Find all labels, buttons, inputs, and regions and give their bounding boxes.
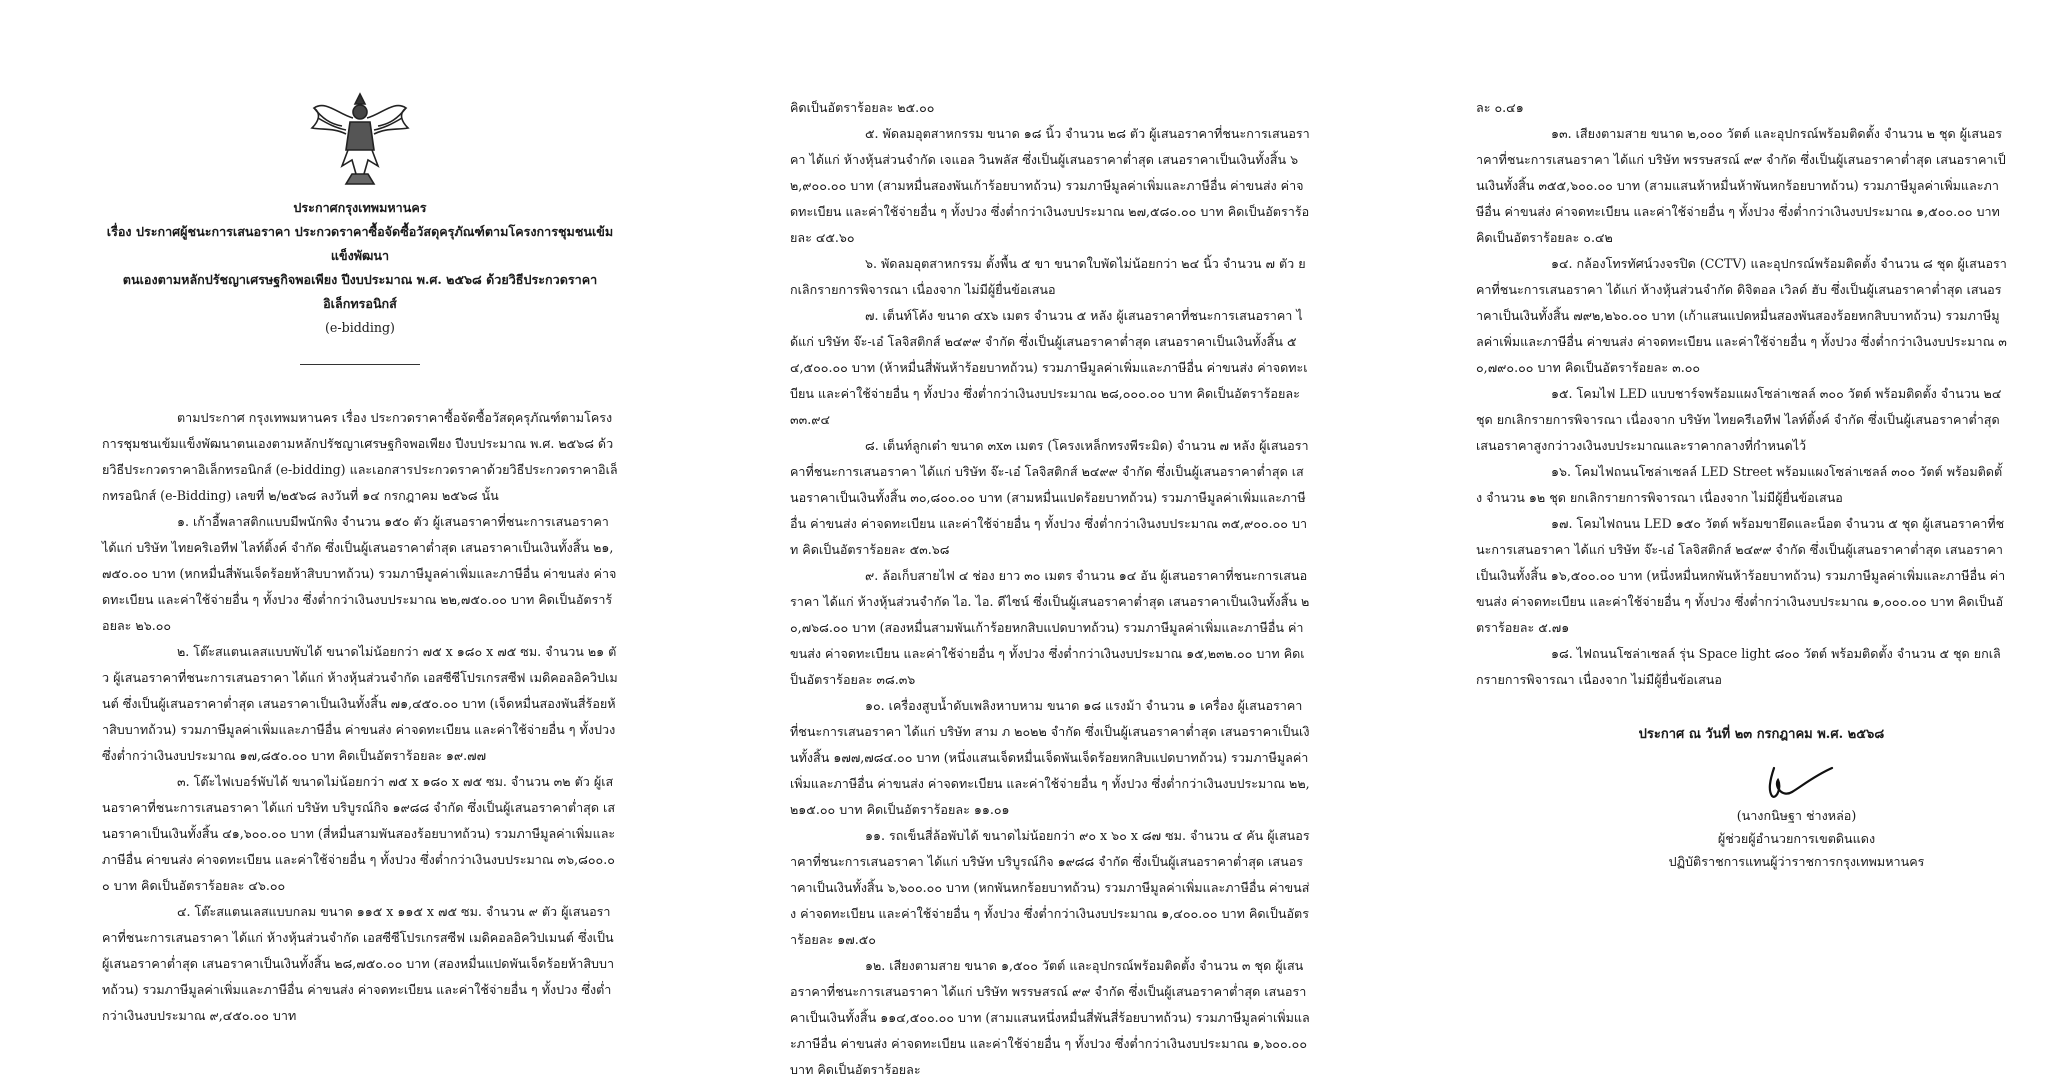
award-item: ๑. เก้าอี้พลาสติกแบบมีพนักพิง จำนวน ๑๕๐ ตัว ผู้เสนอราคาที่ชนะการเสนอราคา ได้แก่ บริษัท ไทยคริเอทีฟ ไลท์ติ้งค์ จำกัด ซึ่งเป็นผู้เสนอราคาต่ำสุด เสนอราคาเป็นเงินทั้งสิ้น ๒๑,๗๕๐.๐๐ บาท (หกหมื่นสี่พันเจ็ดร้อยห้าสิบบาทถ้วน) รวมภาษีมูลค่าเพิ่มและภาษีอื่น ค่าขนส่ง ค่าจดทะเบียน และค่าใช้จ่ายอื่น ๆ ทั้งปวง ซึ่งต่ำกว่าเงินงบประมาณ ๒๒,๗๕๐.๐๐ บาท คิดเป็นอัตราร้อยละ ๒๖.๐๐ bbox=[102, 514, 617, 633]
announcement-date: ประกาศ ณ วันที่ ๒๓ กรกฎาคม พ.ศ. ๒๕๖๘ bbox=[1638, 727, 1885, 742]
signatory-position: ปฏิบัติราชการแทนผู้ว่าราชการกรุงเทพมหานคร bbox=[1668, 854, 1925, 869]
award-item: ๑๐. เครื่องสูบน้ำดับเพลิงหาบหาม ขนาด ๑๘ แรงม้า จำนวน ๑ เครื่อง ผู้เสนอราคาที่ชนะการเสนอราคา ได้แก่ บริษัท สาม ภ ๒๐๒๒ จำกัด ซึ่งเป็นผู้เสนอราคาต่ำสุด เสนอราคาเป็นเงินทั้งสิ้น ๑๗๗,๗๘๔.๐๐ บาท (หนึ่งแสนเจ็ดหมื่นเจ็ดพันเจ็ดร้อยหกสิบแปดบาทถ้วน) รวมภาษีมูลค่าเพิ่มและภาษีอื่น ค่าขนส่ง ค่าจดทะเบียน และค่าใช้จ่ายอื่น ๆ ทั้งปวง ซึ่งต่ำกว่าเงินงบประมาณ ๒๒,๒๑๕.๐๐ บาท คิดเป็นอัตราร้อยละ ๑๑.๐๑ bbox=[790, 698, 1310, 817]
award-item: ๘. เต็นท์ลูกเต๋า ขนาด ๓x๓ เมตร (โครงเหล็กทรงพีระมิด) จำนวน ๗ หลัง ผู้เสนอราคาที่ชนะการเสนอราคา ได้แก่ บริษัท จ๊ะ-เอ๋ โลจิสติกส์ ๒๔๙๙ จำกัด ซึ่งเป็นผู้เสนอราคาต่ำสุด เสนอราคาเป็นเงินทั้งสิ้น ๓๐,๘๐๐.๐๐ บาท (สามหมื่นแปดร้อยบาทถ้วน) รวมภาษีมูลค่าเพิ่มและภาษีอื่น ค่าขนส่ง ค่าจดทะเบียน และค่าใช้จ่ายอื่น ๆ ทั้งปวง ซึ่งต่ำกว่าเงินงบประมาณ ๓๕,๙๐๐.๐๐ บาท คิดเป็นอัตราร้อยละ ๕๓.๖๘ bbox=[790, 438, 1309, 557]
award-item: ๑๘. ไฟถนนโซล่าเซลล์ รุ่น Space light ๘๐๐ วัตต์ พร้อมติดตั้ง จำนวน ๕ ชุด ยกเลิกรายการพิจารณา เนื่องจาก ไม่มีผู้ยื่นข้อเสนอ bbox=[1476, 646, 2001, 687]
signatory-name: (นางกนิษฐา ช่างหล่อ) bbox=[1736, 808, 1857, 823]
continuation-text: ละ ๐.๔๑ bbox=[1476, 100, 1524, 115]
award-item: ๑๕. โคมไฟ LED แบบชาร์จพร้อมแผงโซล่าเซลล์ ๓๐๐ วัตต์ พร้อมติดตั้ง จำนวน ๒๔ ชุด ยกเลิกรายการพิจารณา เนื่องจาก บริษัท ไทยครีเอทีฟ ไลท์ติ้งค์ จำกัด ซึ่งเป็นผู้เสนอราคาต่ำสุด เสนอราคาสูงกว่าวงเงินงบประมาณและราคากลางที่กำหนดไว้ bbox=[1476, 386, 2002, 453]
award-item: ๑๗. โคมไฟถนน LED ๑๕๐ วัตต์ พร้อมขายึดและน็อต จำนวน ๕ ชุด ผู้เสนอราคาที่ชนะการเสนอราคา ได้แก่ บริษัท จ๊ะ-เอ๋ โลจิสติกส์ ๒๔๙๙ จำกัด ซึ่งเป็นผู้เสนอราคาต่ำสุด เสนอราคาเป็นเงินทั้งสิ้น ๑๖,๕๐๐.๐๐ บาท (หนึ่งหมื่นหกพันห้าร้อยบาทถ้วน) รวมภาษีมูลค่าเพิ่มและภาษีอื่น ค่าขนส่ง ค่าจดทะเบียน และค่าใช้จ่ายอื่น ๆ ทั้งปวง ซึ่งต่ำกว่าเงินงบประมาณ ๑,๐๐๐.๐๐ บาท คิดเป็นอัตราร้อยละ ๕.๗๑ bbox=[1476, 516, 2006, 635]
award-item: ๑๓. เสียงตามสาย ขนาด ๒,๐๐๐ วัตต์ และอุปกรณ์พร้อมติดตั้ง จำนวน ๒ ชุด ผู้เสนอราคาที่ชนะการเสนอราคา ได้แก่ บริษัท พรรษสรณ์ ๙๙ จำกัด ซึ่งเป็นผู้เสนอราคาต่ำสุด เสนอราคาเป็นเงินทั้งสิ้น ๓๕๕,๖๐๐.๐๐ บาท (สามแสนห้าหมื่นห้าพันหกร้อยบาทถ้วน) รวมภาษีมูลค่าเพิ่มและภาษีอื่น ค่าขนส่ง ค่าจดทะเบียน และค่าใช้จ่ายอื่น ๆ ทั้งปวง ซึ่งต่ำกว่าเงินงบประมาณ ๑,๕๐๐.๐๐ บาท คิดเป็นอัตราร้อยละ ๐.๔๒ bbox=[1476, 126, 2006, 245]
award-item: ๑๒. เสียงตามสาย ขนาด ๑,๕๐๐ วัตต์ และอุปกรณ์พร้อมติดตั้ง จำนวน ๓ ชุด ผู้เสนอราคาที่ชนะการเสนอราคา ได้แก่ บริษัท พรรษสรณ์ ๙๙ จำกัด ซึ่งเป็นผู้เสนอราคาต่ำสุด เสนอราคาเป็นเงินทั้งสิ้น ๑๑๔,๕๐๐.๐๐ บาท (สามแสนหนึ่งหมื่นสี่พันสี่ร้อยบาทถ้วน) รวมภาษีมูลค่าเพิ่มและภาษีอื่น ค่าขนส่ง ค่าจดทะเบียน และค่าใช้จ่ายอื่น ๆ ทั้งปวง ซึ่งต่ำกว่าเงินงบประมาณ ๑,๖๐๐.๐๐ บาท คิดเป็นอัตราร้อยละ bbox=[790, 958, 1310, 1077]
garuda-emblem-icon bbox=[308, 88, 412, 188]
award-item: ๑๑. รถเข็นสี่ล้อพับได้ ขนาดไม่น้อยกว่า ๙๐ x ๖๐ x ๘๗ ซม. จำนวน ๔ คัน ผู้เสนอราคาที่ชนะการเสนอราคา ได้แก่ บริษัท บริบูรณ์กิจ ๑๙๘๘ จำกัด ซึ่งเป็นผู้เสนอราคาต่ำสุด เสนอราคาเป็นเงินทั้งสิ้น ๖,๖๐๐.๐๐ บาท (หกพันหกร้อยบาทถ้วน) รวมภาษีมูลค่าเพิ่มและภาษีอื่น ค่าขนส่ง ค่าจดทะเบียน และค่าใช้จ่ายอื่น ๆ ทั้งปวง ซึ่งต่ำกว่าเงินงบประมาณ ๑,๔๐๐.๐๐ บาท คิดเป็นอัตราร้อยละ ๑๗.๕๐ bbox=[790, 828, 1310, 947]
award-item: ๕. พัดลมอุตสาหกรรม ขนาด ๑๘ นิ้ว จำนวน ๒๘ ตัว ผู้เสนอราคาที่ชนะการเสนอราคา ได้แก่ ห้างหุ้นส่วนจำกัด เจแอล วินพลัส ซึ่งเป็นผู้เสนอราคาต่ำสุด เสนอราคาเป็นเงินทั้งสิ้น ๖๒,๙๐๐.๐๐ บาท (สามหมื่นสองพันเก้าร้อยบาทถ้วน) รวมภาษีมูลค่าเพิ่มและภาษีอื่น ค่าขนส่ง ค่าจดทะเบียน และค่าใช้จ่ายอื่น ๆ ทั้งปวง ซึ่งต่ำกว่าเงินงบประมาณ ๒๗,๕๘๐.๐๐ บาท คิดเป็นอัตราร้อยละ ๔๕.๖๐ bbox=[790, 126, 1310, 245]
award-item: ๒. โต๊ะสแตนเลสแบบพับได้ ขนาดไม่น้อยกว่า ๗๕ x ๑๘๐ x ๗๕ ซม. จำนวน ๒๑ ตัว ผู้เสนอราคาที่ชนะการเสนอราคา ได้แก่ ห้างหุ้นส่วนจำกัด เอสซีซีโปรเกรสซีฟ เมดิคอลอิควิปเมนต์ ซึ่งเป็นผู้เสนอราคาต่ำสุด เสนอราคาเป็นเงินทั้งสิ้น ๗๑,๔๕๐.๐๐ บาท (เจ็ดหมื่นสองพันสี่ร้อยห้าสิบบาทถ้วน) รวมภาษีมูลค่าเพิ่มและภาษีอื่น ค่าขนส่ง ค่าจดทะเบียน และค่าใช้จ่ายอื่น ๆ ทั้งปวง ซึ่งต่ำกว่าเงินงบประมาณ ๑๗,๘๕๐.๐๐ บาท คิดเป็นอัตราร้อยละ ๑๙.๗๗ bbox=[102, 644, 618, 763]
document-page-2 bbox=[690, 0, 1378, 1077]
handwritten-signature bbox=[1752, 758, 1842, 804]
document-subject-line: เรื่อง ประกาศผู้ชนะการเสนอราคา ประกวดราคาซื้อจัดซื้อวัสดุครุภัณฑ์ตามโครงการชุมชนเข้มแข็งพัฒนา bbox=[106, 224, 614, 263]
continuation-text: คิดเป็นอัตราร้อยละ ๒๕.๐๐ bbox=[790, 100, 935, 115]
award-item: ๗. เต็นท์โค้ง ขนาด ๔x๖ เมตร จำนวน ๕ หลัง ผู้เสนอราคาที่ชนะการเสนอราคา ได้แก่ บริษัท จ๊ะ-เอ๋ โลจิสติกส์ ๒๔๙๙ จำกัด ซึ่งเป็นผู้เสนอราคาต่ำสุด เสนอราคาเป็นเงินทั้งสิ้น ๕๔,๕๐๐.๐๐ บาท (ห้าหมื่นสี่พันห้าร้อยบาทถ้วน) รวมภาษีมูลค่าเพิ่มและภาษีอื่น ค่าขนส่ง ค่าจดทะเบียน และค่าใช้จ่ายอื่น ๆ ทั้งปวง ซึ่งต่ำกว่าเงินงบประมาณ ๒๘,๐๐๐.๐๐ บาท คิดเป็นอัตราร้อยละ ๓๓.๙๔ bbox=[790, 308, 1308, 427]
intro-paragraph: ตามประกาศ กรุงเทพมหานคร เรื่อง ประกวดราคาซื้อจัดซื้อวัสดุครุภัณฑ์ตามโครงการชุมชนเข้มแข็งพัฒนาตนเองตามหลักปรัชญาเศรษฐกิจพอเพียง ปีงบประมาณ พ.ศ. ๒๕๖๘ ด้วยวิธีประกวดราคาอิเล็กทรอนิกส์ (e-bidding) และเอกสารประกวดราคาด้วยวิธีประกวดราคาอิเล็กทรอนิกส์ (e-Bidding) เลขที่ ๒/๒๕๖๘ ลงวันที่ ๑๔ กรกฎาคม ๒๕๖๘ นั้น bbox=[102, 410, 618, 503]
document-subject-line: (e-bidding) bbox=[325, 320, 395, 335]
award-item: ๔. โต๊ะสแตนเลสแบบกลม ขนาด ๑๑๕ x ๑๑๕ x ๗๕ ซม. จำนวน ๙ ตัว ผู้เสนอราคาที่ชนะการเสนอราคา ได้แก่ ห้างหุ้นส่วนจำกัด เอสซีซีโปรเกรสซีฟ เมดิคอลอิควิปเมนต์ ซึ่งเป็นผู้เสนอราคาต่ำสุด เสนอราคาเป็นเงินทั้งสิ้น ๒๘,๗๕๐.๐๐ บาท (สองหมื่นแปดพันเจ็ดร้อยห้าสิบบาทถ้วน) รวมภาษีมูลค่าเพิ่มและภาษีอื่น ค่าขนส่ง ค่าจดทะเบียน และค่าใช้จ่ายอื่น ๆ ทั้งปวง ซึ่งต่ำกว่าเงินงบประมาณ ๙,๔๕๐.๐๐ บาท bbox=[102, 904, 615, 1023]
document-page-3 bbox=[1378, 0, 2067, 973]
header-divider bbox=[300, 364, 420, 365]
signature-block bbox=[1476, 758, 2007, 873]
award-item: ๑๔. กล้องโทรทัศน์วงจรปิด (CCTV) และอุปกรณ์พร้อมติดตั้ง จำนวน ๘ ชุด ผู้เสนอราคาที่ชนะการเสนอราคา ได้แก่ ห้างหุ้นส่วนจำกัด ดิจิตอล เวิลด์ ฮับ ซึ่งเป็นผู้เสนอราคาต่ำสุด เสนอราคาเป็นเงินทั้งสิ้น ๗๙๒,๒๖๐.๐๐ บาท (เก้าแสนแปดหมื่นสองพันสองร้อยหกสิบบาทถ้วน) รวมภาษีมูลค่าเพิ่มและภาษีอื่น ค่าขนส่ง ค่าจดทะเบียน และค่าใช้จ่ายอื่น ๆ ทั้งปวง ซึ่งต่ำกว่าเงินงบประมาณ ๓๐,๗๙๐.๐๐ บาท คิดเป็นอัตราร้อยละ ๓.๐๐ bbox=[1476, 256, 2007, 375]
award-item: ๙. ล้อเก็บสายไฟ ๔ ช่อง ยาว ๓๐ เมตร จำนวน ๑๔ อัน ผู้เสนอราคาที่ชนะการเสนอราคา ได้แก่ ห้างหุ้นส่วนจำกัด ไอ. ไอ. ดีไซน์ ซึ่งเป็นผู้เสนอราคาต่ำสุด เสนอราคาเป็นเงินทั้งสิ้น ๒๐,๗๖๘.๐๐ บาท (สองหมื่นสามพันเก้าร้อยหกสิบแปดบาทถ้วน) รวมภาษีมูลค่าเพิ่มและภาษีอื่น ค่าขนส่ง ค่าจดทะเบียน และค่าใช้จ่ายอื่น ๆ ทั้งปวง ซึ่งต่ำกว่าเงินงบประมาณ ๑๕,๒๓๒.๐๐ บาท คิดเป็นอัตราร้อยละ ๓๘.๓๖ bbox=[790, 568, 1310, 687]
award-item: ๖. พัดลมอุตสาหกรรม ตั้งพื้น ๕ ขา ขนาดใบพัดไม่น้อยกว่า ๒๔ นิ้ว จำนวน ๗ ตัว ยกเลิกรายการพิจารณา เนื่องจาก ไม่มีผู้ยื่นข้อเสนอ bbox=[790, 256, 1306, 297]
document-org-title: ประกาศกรุงเทพมหานคร bbox=[293, 200, 427, 215]
document-subject-line: ตนเองตามหลักปรัชญาเศรษฐกิจพอเพียง ปีงบประมาณ พ.ศ. ๒๕๖๘ ด้วยวิธีประกวดราคาอิเล็กทรอนิกส์ bbox=[122, 272, 598, 311]
document-page-1 bbox=[0, 0, 690, 1023]
award-item: ๑๖. โคมไฟถนนโซล่าเซลล์ LED Street พร้อมแผงโซล่าเซลล์ ๓๐๐ วัตต์ พร้อมติดตั้ง จำนวน ๑๒ ชุด ยกเลิกรายการพิจารณา เนื่องจาก ไม่มีผู้ยื่นข้อเสนอ bbox=[1476, 464, 2003, 505]
signatory-position: ผู้ช่วยผู้อำนวยการเขตดินแดง bbox=[1717, 831, 1876, 846]
award-item: ๓. โต๊ะไฟเบอร์พับได้ ขนาดไม่น้อยกว่า ๗๕ x ๑๘๐ x ๗๕ ซม. จำนวน ๓๒ ตัว ผู้เสนอราคาที่ชนะการเสนอราคา ได้แก่ บริษัท บริบูรณ์กิจ ๑๙๘๘ จำกัด ซึ่งเป็นผู้เสนอราคาต่ำสุด เสนอราคาเป็นเงินทั้งสิ้น ๔๑,๖๐๐.๐๐ บาท (สี่หมื่นสามพันสองร้อยบาทถ้วน) รวมภาษีมูลค่าเพิ่มและภาษีอื่น ค่าขนส่ง ค่าจดทะเบียน และค่าใช้จ่ายอื่น ๆ ทั้งปวง ซึ่งต่ำกว่าเงินงบประมาณ ๓๖,๘๐๐.๐๐ บาท คิดเป็นอัตราร้อยละ ๔๖.๐๐ bbox=[102, 774, 616, 893]
